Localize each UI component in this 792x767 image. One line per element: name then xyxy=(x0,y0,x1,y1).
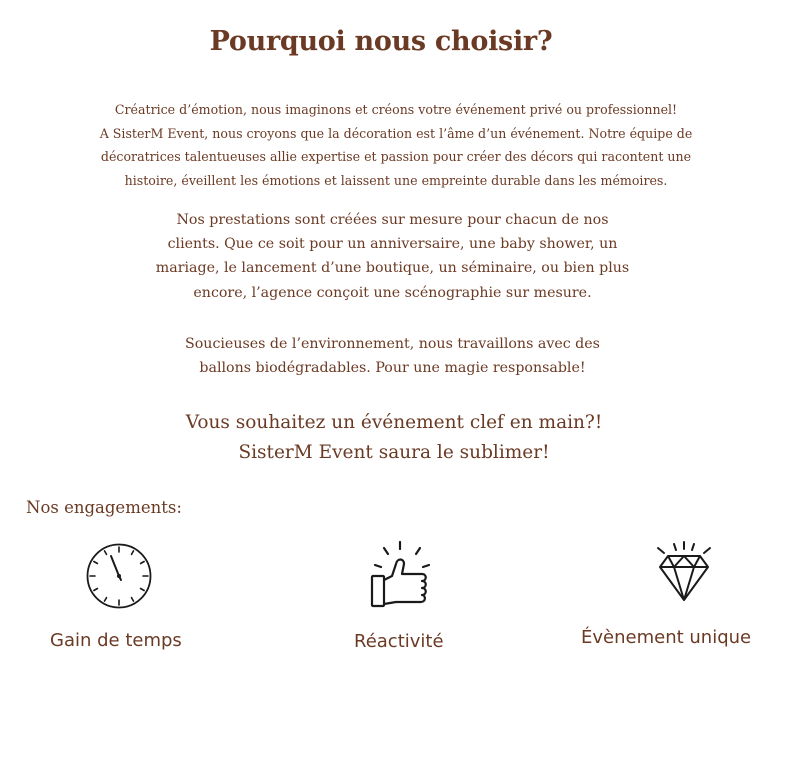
engagements-title: Nos engagements: xyxy=(26,498,182,517)
clock-icon xyxy=(85,542,153,610)
environment-line: Soucieuses de l’environnement, nous travaillons avec des xyxy=(185,336,600,352)
services-line: Nos prestations sont créées sur mesure pour chacun de nos xyxy=(176,212,609,228)
section-title: Pourquoi nous choisir? xyxy=(209,26,553,57)
services-line: mariage, le lancement d’une boutique, un séminaire, ou bien plus xyxy=(155,260,630,277)
feature-label-reactivity: Réactivité xyxy=(354,631,444,652)
intro-line: A SisterM Event, nous croyons que la décoration est l’âme d’un événement. Notre équipe de xyxy=(99,125,693,141)
diamond-icon xyxy=(652,540,716,604)
services-line: encore, l’agence conçoit une scénographie sur mesure. xyxy=(193,284,592,301)
intro-paragraph xyxy=(80,98,712,192)
cta-line: SisterM Event saura le sublimer! xyxy=(238,442,550,463)
intro-line: histoire, éveillent les émotions et laissent une empreinte durable dans les mémoires. xyxy=(124,172,668,188)
services-line: clients. Que ce soit pour un anniversaire, une baby shower, un xyxy=(167,236,618,253)
thumbs-up-icon xyxy=(366,540,436,612)
feature-label-unique: Évènement unique xyxy=(581,627,752,648)
environment-line: ballons biodégradables. Pour une magie responsable! xyxy=(199,360,586,377)
intro-line: décoratrices talentueuses allie expertise et passion pour créer des décors qui racontent une xyxy=(100,149,692,164)
intro-line: Créatrice d’émotion, nous imaginons et créons votre événement privé ou professionnel! xyxy=(114,102,678,117)
environment-paragraph xyxy=(120,332,665,380)
cta-line: Vous souhaitez un événement clef en main?! xyxy=(185,412,603,433)
call-to-action xyxy=(0,408,788,468)
feature-label-time: Gain de temps xyxy=(50,630,182,651)
services-paragraph xyxy=(120,208,665,305)
